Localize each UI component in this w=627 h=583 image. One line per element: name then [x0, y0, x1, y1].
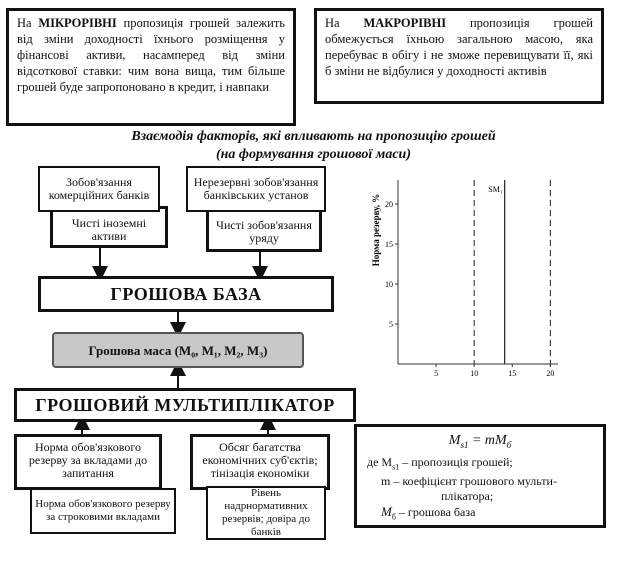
- non-reserve-liabilities-box: [186, 166, 326, 212]
- monetary-base-label: ГРОШОВА БАЗА: [110, 283, 262, 304]
- chart-x-tick-label: 10: [470, 369, 479, 378]
- chart-y-tick-label: 15: [385, 240, 393, 249]
- chart-series-label: SM₁: [488, 185, 503, 194]
- formula-line1-post: – пропозиція грошей;: [399, 454, 513, 469]
- demand-deposit-reserve-label: Норма обов'язкового резерву за вкладами до запитання: [28, 439, 148, 480]
- wealth-shadow-economy-label: Обсяг багатства економічних суб'єктів; тінізація економіки: [202, 439, 318, 480]
- chart-y-tick-label: 20: [385, 200, 393, 209]
- net-government-liabilities-label: Чисті зобов'язання уряду: [216, 218, 312, 245]
- micro-prefix: На: [17, 16, 39, 30]
- money-multiplier-box: [14, 388, 356, 422]
- net-foreign-assets-label: Чисті іноземні активи: [71, 216, 147, 243]
- chart-x-tick-label: 15: [508, 369, 517, 378]
- monetary-base-box: [38, 276, 334, 312]
- macro-prefix: На: [325, 16, 364, 30]
- excess-reserves-label: Рівень надрнормативних резервів; довіра до банків: [221, 487, 311, 538]
- formula-line1-pre: де M: [367, 454, 393, 469]
- money-supply-box: [52, 332, 304, 368]
- time-deposit-reserve-label: Норма обов'язкового резерву за строковими вкладами: [35, 498, 171, 523]
- commercial-bank-liabilities-box: [38, 166, 160, 212]
- micro-keyword: МІКРОРІВНІ: [38, 16, 117, 30]
- non-reserve-liabilities-label: Нерезервні зобов'язання банківських установ: [193, 175, 319, 202]
- formula-line4-sub: б: [391, 512, 396, 522]
- excess-reserves-box: [206, 486, 326, 540]
- macro-text: пропозиція грошей обмежується їхньою загальною масою, яка перебуває в обігу і не зможе перевищувати її, які б зміни не відбулися у доходності активів: [325, 16, 593, 78]
- formula-rhs: = mM: [471, 433, 507, 448]
- formula-line4-post: – грошова база: [395, 505, 476, 520]
- time-deposit-reserve-box: [30, 488, 176, 534]
- formula-lhs: M: [448, 433, 461, 448]
- formula-line1: [367, 455, 593, 474]
- formula-line2: m – коефіцієнт грошового мульти-: [381, 474, 557, 489]
- formula-line4-pre: M: [381, 504, 392, 520]
- diagram-title-line2: (на формування грошової маси): [215, 147, 412, 162]
- formula-box: [354, 424, 606, 528]
- net-foreign-assets-box: [50, 206, 168, 248]
- commercial-bank-liabilities-label: Зобов'язання комерційних банків: [48, 175, 150, 202]
- chart-x-tick-label: 5: [434, 369, 439, 378]
- demand-deposit-reserve-box: [14, 434, 162, 490]
- diagram-title-line1: Взаємодія факторів, які впливають на пропозицію грошей: [131, 129, 496, 144]
- money-multiplier-label: ГРОШОВИЙ МУЛЬТИПЛІКАТОР: [35, 394, 335, 415]
- formula-equation: [367, 433, 593, 453]
- formula-line4: [367, 504, 593, 524]
- formula-rhs-sub: б: [506, 439, 512, 450]
- micro-text: пропозиція грошей залежить від зміни доходності їхнього розміщення у фінансові активи, насамперед від зміни відсоткової ставки: чим вона вища, тим більше грошей буде запропоновано в кредит, і навпаки: [17, 16, 286, 94]
- macro-keyword: МАКРОРІВНІ: [363, 16, 447, 30]
- chart-y-tick-label: 10: [385, 280, 393, 289]
- net-government-liabilities-box: [206, 206, 322, 252]
- money-supply-label: Грошова маса (M₀, M₁, M₂, M₃): [88, 342, 268, 358]
- chart-y-tick-label: 5: [389, 320, 393, 329]
- formula-line3: плікатора;: [441, 489, 494, 504]
- chart-ylabel: Норма резерву, %: [371, 193, 381, 267]
- formula-lhs-sub: s1: [460, 439, 469, 450]
- formula-line1-sub: s1: [392, 462, 400, 472]
- wealth-shadow-economy-box: [190, 434, 330, 490]
- chart-x-tick-label: 20: [546, 369, 555, 378]
